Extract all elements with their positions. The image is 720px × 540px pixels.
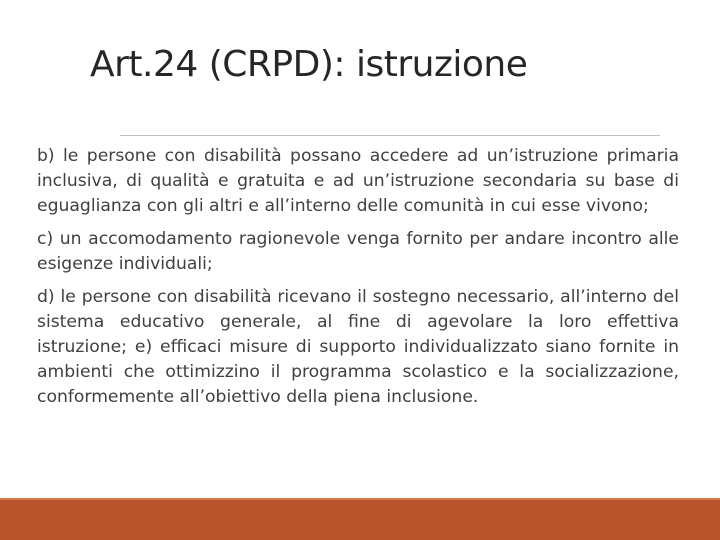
paragraph-c: c) un accomodamento ragionevole venga fornito per andare incontro alle esigenze individuali; bbox=[37, 229, 679, 274]
slide-title: Art.24 (CRPD): istruzione bbox=[90, 44, 528, 85]
slide-body bbox=[37, 144, 679, 410]
paragraph-d: d) le persone con disabilità ricevano il sostegno necessario, all’interno del sistema educativo generale, al fine di agevolare la loro effettiva istruzione; e) efficaci misure di supporto individualizzato siano fornite in ambienti che ottimizzino il programma scolastico e la socializzazione, conformemente all’obiettivo della piena inclusione. bbox=[37, 287, 679, 407]
paragraph-b: b) le persone con disabilità possano accedere ad un’istruzione primaria inclusiva, di qualità e gratuita e ad un’istruzione secondaria su base di eguaglianza con gli altri e all’interno delle comunità in cui esse vivono; bbox=[37, 146, 679, 216]
title-divider bbox=[120, 135, 660, 136]
footer-bar bbox=[0, 500, 720, 540]
